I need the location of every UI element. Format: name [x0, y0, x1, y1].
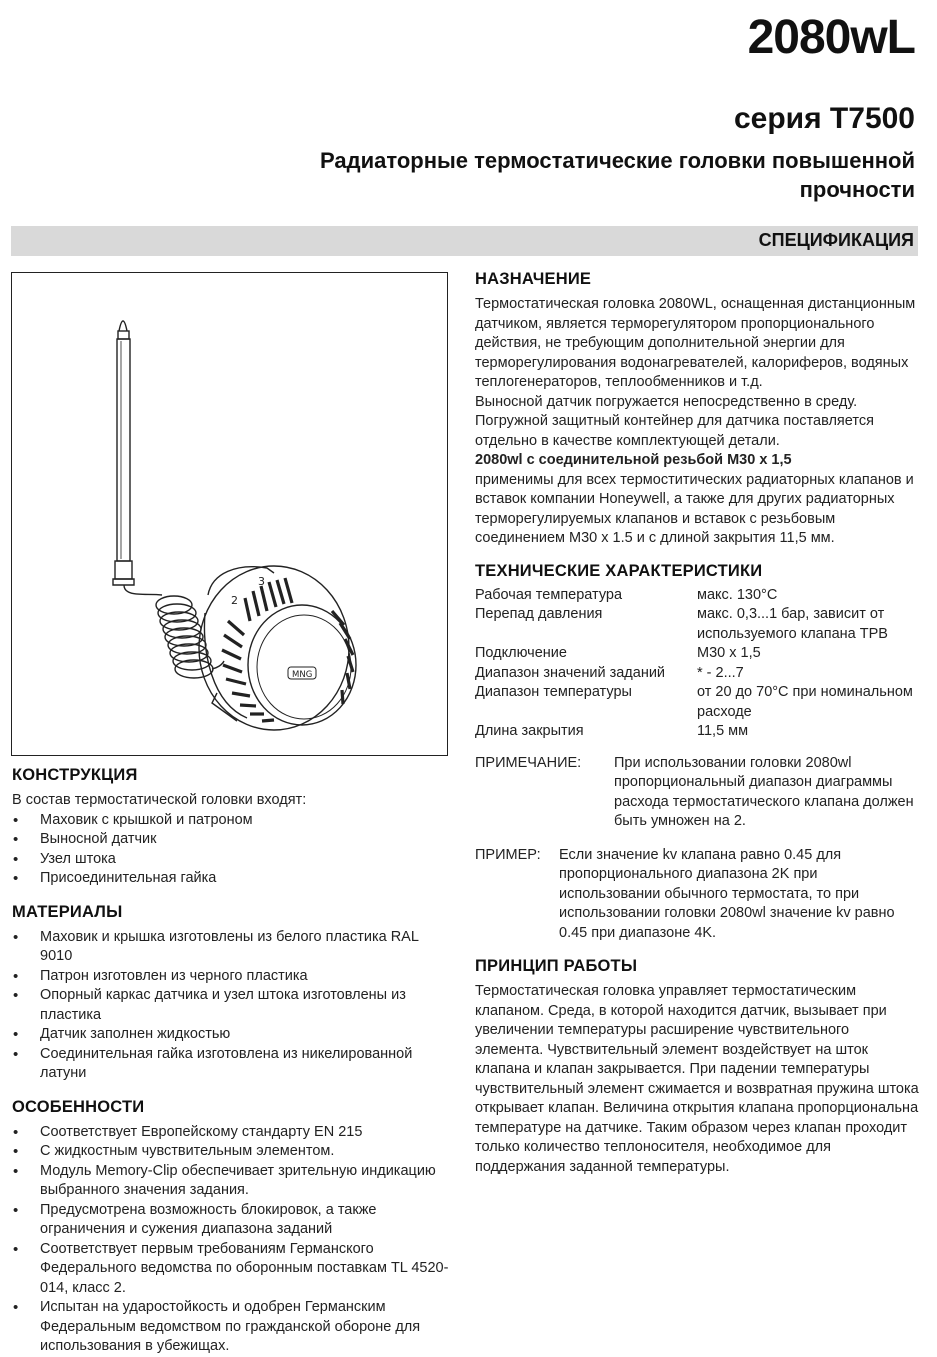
- list-item: • Датчик заполнен жидкостью: [12, 1025, 452, 1045]
- materials-heading: МАТЕРИАЛЫ: [12, 902, 123, 921]
- example-block: [475, 846, 920, 944]
- table-row: [475, 683, 920, 722]
- table-row: [475, 722, 920, 742]
- list-item: • Соответствует Европейскому стандарту EN 215: [12, 1123, 452, 1143]
- tech-specs-table: [475, 586, 920, 742]
- specification-bar: [11, 226, 918, 256]
- list-item: • Модуль Memory-Clip обеспечивает зрительную индикацию выбранного значения задания.: [12, 1162, 452, 1201]
- list-item: • Опорный каркас датчика и узел штока изготовлены из пластика: [12, 986, 452, 1025]
- features-list: [12, 1123, 452, 1357]
- spec-value: * - 2...7: [697, 664, 744, 681]
- spec-value: макс. 130°C: [697, 586, 778, 603]
- spec-key: Диапазон значений заданий: [475, 664, 666, 681]
- list-item: • Соответствует первым требованиям Германского Федерального ведомства по оборонным поставкам TL 4520-014, класс 2.: [12, 1240, 452, 1299]
- construction-intro: В состав термостатической головки входят:: [12, 792, 307, 808]
- note-text: При использовании головки 2080wl пропорциональный диапазон диаграммы расхода термостатического клапана должен быть умножен на 2.: [614, 754, 914, 829]
- spec-key: Длина закрытия: [475, 723, 584, 739]
- materials-list: [12, 928, 452, 1084]
- specification-label: СПЕЦИФИКАЦИЯ: [758, 230, 914, 250]
- list-item: • С жидкостным чувствительным элементом.: [12, 1142, 452, 1162]
- principle-text: Термостатическая головка управляет термостатическим клапаном. Среда, в которой находится датчик, вызывает при увеличении температуры расширение чувствительного элемента. Чувствительный элемент воздействует на шток клапана и клапан закрывается. При падении температуры чувствительный элемент сжимается и возвратная пружина штока открывает клапан. Величина открытия клапана пропорциональна температуре на датчике. Таким образом через клапан проходит только количество теплоносителя, необходимое для поддержания заданной температуры.: [475, 983, 919, 1175]
- table-row: [475, 664, 920, 684]
- list-item: • Маховик и крышка изготовлены из белого пластика RAL 9010: [12, 928, 452, 967]
- spec-key: Перепад давления: [475, 606, 603, 622]
- purpose-paragraph-2: Выносной датчик погружается непосредственно в среду. Погружной защитный контейнер для датчика поставляется отдельно в качестве комплектующей детали.: [475, 393, 874, 449]
- list-item: • Присоединительная гайка: [12, 869, 452, 889]
- spec-value: от 20 до 70°C при номинальном расходе: [697, 684, 913, 720]
- note-label: ПРИМЕЧАНИЕ:: [475, 754, 582, 771]
- principle-heading: ПРИНЦИП РАБОТЫ: [475, 957, 638, 975]
- right-column: [475, 270, 920, 1177]
- list-item: • Испытан на ударостойкость и одобрен Германским Федеральным ведомством по гражданской обороне для использования в убежищах.: [12, 1298, 452, 1357]
- dial-number-2: 2: [231, 594, 238, 607]
- list-item: • Узел штока: [12, 850, 452, 870]
- product-illustration: [11, 272, 448, 756]
- table-row: [475, 605, 920, 644]
- left-column: [12, 766, 452, 1357]
- series-title: серия T7500: [733, 102, 915, 135]
- tech-heading: ТЕХНИЧЕСКИЕ ХАРАКТЕРИСТИКИ: [475, 561, 763, 580]
- thermostat-drawing: [12, 273, 449, 757]
- note-block: [475, 754, 920, 832]
- purpose-heading: НАЗНАЧЕНИЕ: [475, 270, 592, 288]
- model-title: 2080wL: [747, 11, 915, 64]
- construction-list: [12, 811, 452, 889]
- brand-plate-label: MNG: [292, 670, 313, 680]
- purpose-thread-heading: 2080wl с соединительной резьбой М30 х 1,5: [475, 452, 792, 468]
- product-subtitle: Радиаторные термостатические головки повышенной прочности: [319, 148, 915, 202]
- spec-value: М30 х 1,5: [697, 645, 761, 661]
- spec-key: Рабочая температура: [475, 586, 623, 603]
- list-item: • Маховик с крышкой и патроном: [12, 811, 452, 831]
- list-item: • Соединительная гайка изготовлена из никелированной латуни: [12, 1045, 452, 1084]
- dial-number-3: 3: [258, 575, 265, 588]
- spec-key: Подключение: [475, 645, 567, 661]
- purpose-paragraph-3: применимы для всех термоститических радиаторных клапанов и вставок компании Honeywell, а также для других радиаторных терморегулируемых клапанов и вставок с резьбовым соединением M30 x 1.5 и с длиной закрытия 11,5 мм.: [475, 471, 914, 546]
- spec-key: Диапазон температуры: [475, 684, 632, 700]
- purpose-paragraph-1: Термостатическая головка 2080WL, оснащенная дистанционным датчиком, является терморегулятором пропорционального действия, не требующим дополнительной энергии для терморегулирования водонагревателей, калориферов, водяных теплогенераторов, теплообменников и т.д.: [475, 296, 916, 390]
- table-row: [475, 586, 920, 606]
- spec-value: 11,5 мм: [697, 723, 749, 739]
- spec-value: макс. 0,3...1 бар, зависит от используемого клапана TPB: [697, 606, 888, 642]
- list-item: • Выносной датчик: [12, 830, 452, 850]
- list-item: • Патрон изготовлен из черного пластика: [12, 967, 452, 987]
- list-item: • Предусмотрена возможность блокировок, а также ограничения и сужения диапазона заданий: [12, 1201, 452, 1240]
- features-heading: ОСОБЕННОСТИ: [12, 1097, 145, 1116]
- construction-heading: КОНСТРУКЦИЯ: [12, 766, 138, 784]
- example-text: Если значение kv клапана равно 0.45 для пропорционального диапазона 2K при использовании обычного термостата, то при использовании головки 2080wl значение kv равно 0.45 при диапазоне 4K.: [559, 846, 895, 941]
- example-label: ПРИМЕР:: [475, 846, 541, 863]
- table-row: [475, 644, 920, 664]
